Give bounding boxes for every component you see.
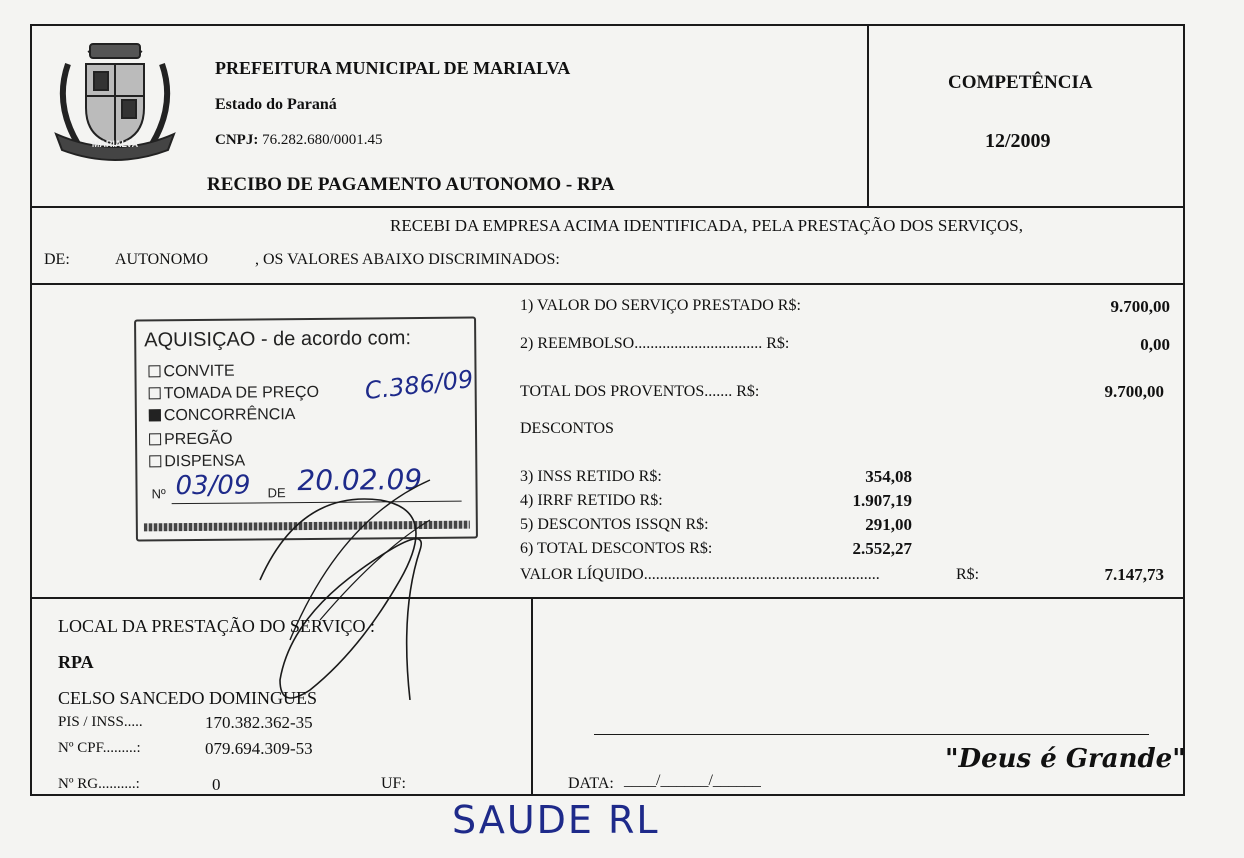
d5-label: 5) DESCONTOS ISSQN R$:: [520, 516, 709, 533]
date-label: DATA:: [568, 775, 614, 792]
stamp-option-concorrencia: [149, 406, 296, 425]
checkbox-dispensa-icon: [149, 455, 161, 467]
rg-value: 0: [212, 775, 221, 794]
d6-value: 2.552,27: [852, 539, 912, 558]
uf-label: UF:: [381, 775, 406, 792]
net-currency: R$:: [956, 566, 980, 583]
checkbox-tomada-icon: [149, 387, 161, 399]
cnpj-label: CNPJ:: [215, 132, 259, 148]
divider-header: [30, 206, 1185, 208]
stamp-opt1-label: CONVITE: [163, 362, 235, 381]
stamp-option-convite: [148, 363, 234, 382]
stamp-opt4-label: PREGÃO: [164, 430, 233, 449]
net-label: VALOR LÍQUIDO...........................................................: [520, 566, 880, 583]
cpf-label: Nº CPF.........:: [58, 740, 141, 756]
stamp-option-tomada: [149, 384, 319, 403]
item2-label: 2) REEMBOLSO................................ R$:: [520, 335, 790, 352]
statement-de-label: DE:: [44, 251, 70, 268]
stamp-de-label: DE: [267, 485, 286, 501]
date-blanks: ____/______/______: [624, 772, 761, 789]
municipality-name: PREFEITURA MUNICIPAL DE MARIALVA: [215, 58, 571, 78]
item2-value: 0,00: [1140, 335, 1170, 354]
divider-signature: [531, 597, 533, 796]
stamp-opt5-label: DISPENSA: [164, 452, 246, 471]
competence-value: 12/2009: [985, 130, 1051, 152]
total-label: TOTAL DOS PROVENTOS....... R$:: [520, 383, 760, 400]
checkbox-concorrencia-checked-icon: [149, 409, 161, 421]
discounts-heading: DESCONTOS: [520, 420, 614, 437]
state-name: Estado do Paraná: [215, 96, 337, 113]
municipal-crest-icon: [48, 34, 182, 168]
cpf-value: 079.694.309-53: [205, 739, 313, 758]
provider-name: CELSO SANCEDO DOMINGUES: [58, 688, 318, 708]
local-label: LOCAL DA PRESTAÇÃO DO SERVIÇO :: [58, 616, 375, 636]
signature-scribble-icon: [230, 440, 470, 700]
item1-label: 1) VALOR DO SERVIÇO PRESTADO R$:: [520, 297, 801, 314]
d6-label: 6) TOTAL DESCONTOS R$:: [520, 540, 713, 557]
d3-label: 3) INSS RETIDO R$:: [520, 468, 662, 485]
cnpj: [215, 132, 383, 149]
receipt-title: RECIBO DE PAGAMENTO AUTONOMO - RPA: [207, 174, 615, 195]
pis-label: PIS / INSS.....: [58, 714, 143, 730]
statement-line1: RECEBI DA EMPRESA ACIMA IDENTIFICADA, PELA PRESTAÇÃO DOS SERVIÇOS,: [390, 216, 1023, 235]
pis-value: 170.382.362-35: [205, 713, 313, 732]
handwritten-date: 20.02.09: [297, 462, 423, 498]
checkbox-convite-icon: [148, 365, 160, 377]
net-value: 7.147,73: [1104, 565, 1164, 584]
total-value: 9.700,00: [1104, 382, 1164, 401]
handwritten-reference: C.386/09: [363, 364, 475, 406]
statement-de-value: AUTONOMO: [115, 251, 209, 268]
d5-value: 291,00: [865, 515, 912, 534]
competence-label: COMPETÊNCIA: [948, 72, 1093, 93]
stamp-no-label: Nº: [151, 486, 166, 502]
handwritten-number: 03/09: [175, 470, 251, 502]
item1-value: 9.700,00: [1110, 297, 1170, 316]
motto: "Deus é Grande": [945, 744, 1186, 774]
divider-values: [30, 597, 1185, 599]
d4-value: 1.907,19: [852, 491, 912, 510]
divider-statement: [30, 283, 1185, 285]
crest-text: MARIALVA: [91, 139, 139, 149]
checkbox-pregao-icon: [149, 433, 161, 445]
signature-line: [594, 734, 1149, 735]
cnpj-value: 76.282.680/0001.45: [262, 132, 383, 148]
statement-line2: , OS VALORES ABAIXO DISCRIMINADOS:: [255, 251, 560, 268]
rg-label: Nº RG..........:: [58, 776, 140, 792]
divider-competence: [867, 24, 869, 207]
d4-label: 4) IRRF RETIDO R$:: [520, 492, 663, 509]
stamp-opt3-label: CONCORRÊNCIA: [163, 406, 296, 425]
stamp-title: AQUISIÇAO - de acordo com:: [144, 327, 412, 352]
local-value: RPA: [58, 652, 94, 672]
stamp-opt2-label: TOMADA DE PREÇO: [163, 383, 320, 403]
d3-value: 354,08: [865, 467, 912, 486]
stamp-option-pregao: [149, 431, 233, 450]
handwritten-footer: SAUDE RL: [452, 798, 660, 842]
